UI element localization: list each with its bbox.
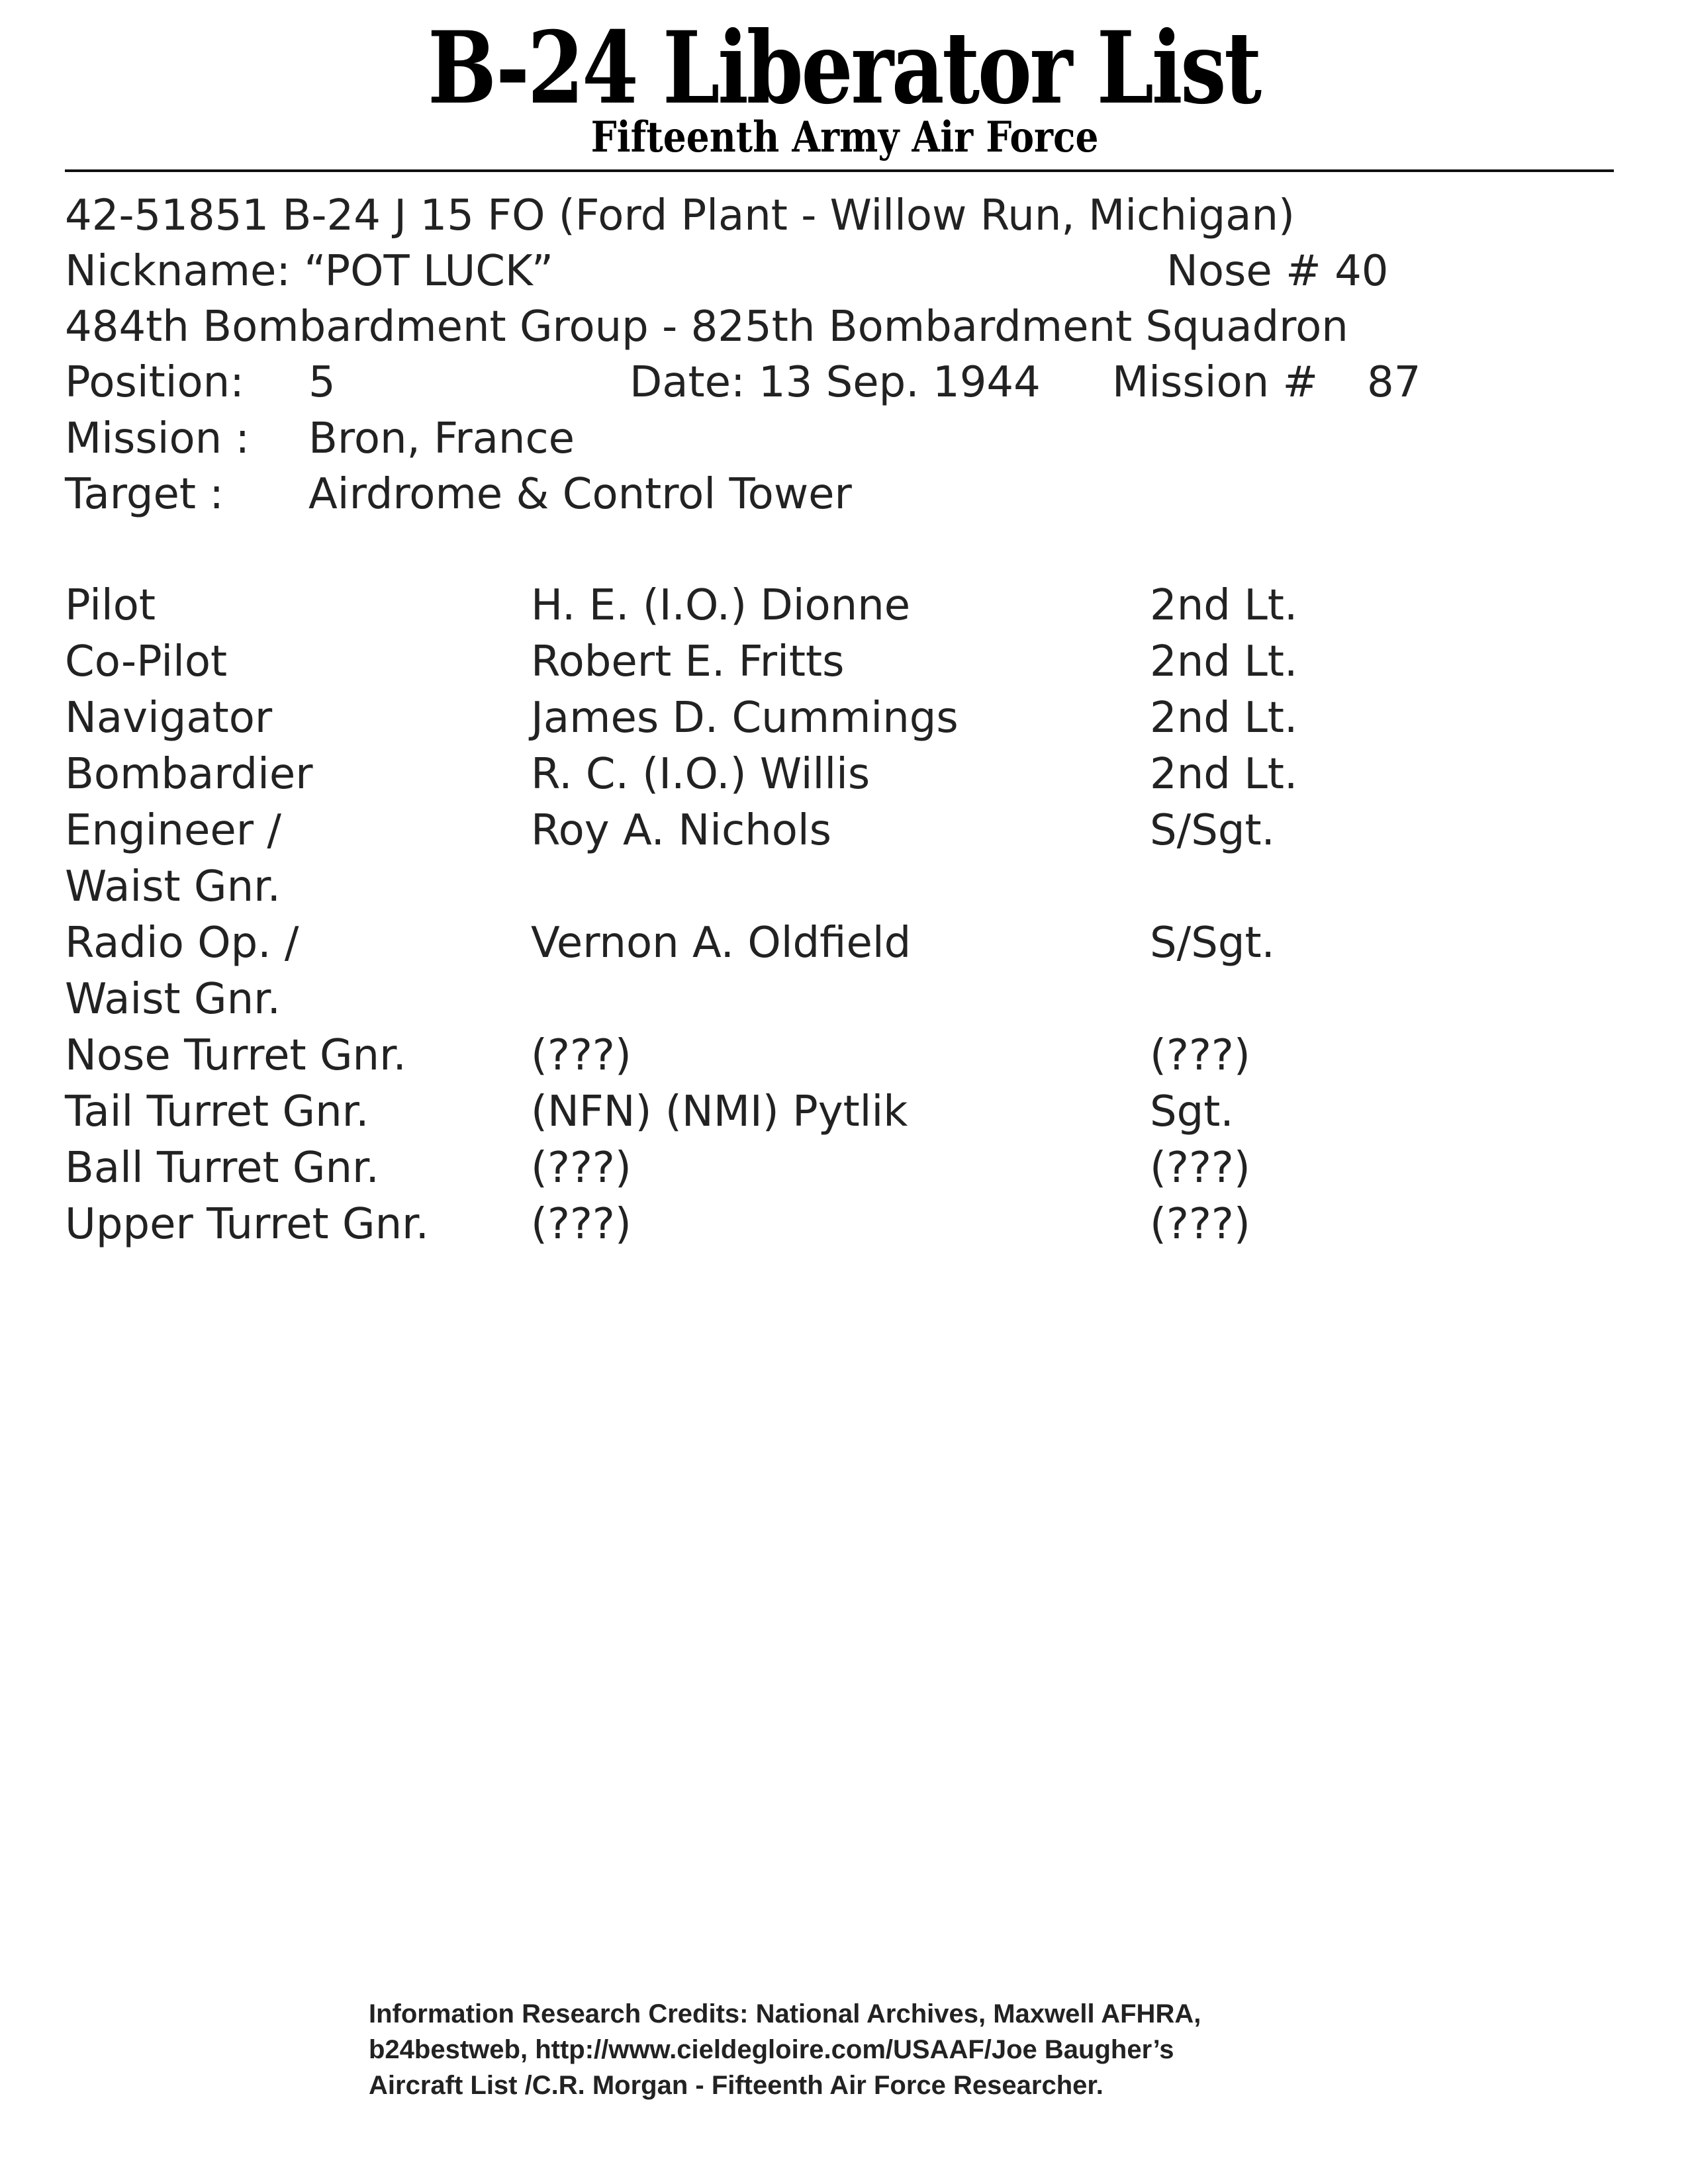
crew-name: R. C. (I.O.) Willis (531, 750, 870, 799)
crew-role: Ball Turret Gnr. (65, 1144, 379, 1193)
crew-role: Bombardier (65, 750, 313, 799)
mission-label: Mission : (65, 414, 250, 463)
header-divider (65, 169, 1614, 172)
aircraft-nose-number: Nose # 40 (1166, 247, 1389, 296)
crew-rank: 2nd Lt. (1150, 750, 1298, 799)
target-label: Target : (65, 470, 224, 519)
crew-role: Radio Op. / (65, 919, 299, 968)
crew-rank: 2nd Lt. (1150, 637, 1298, 686)
crew-rank: S/Sgt. (1150, 919, 1275, 968)
mission-date: Date: 13 Sep. 1944 (630, 358, 1041, 407)
credits-line: b24bestweb, http://www.cieldegloire.com/USAAF/Joe Baugher’s (369, 2035, 1174, 2064)
page-title: B-24 Liberator List (428, 10, 1260, 126)
aircraft-serial-line: 42-51851 B-24 J 15 FO (Ford Plant - Willow Run, Michigan) (65, 191, 1295, 240)
crew-name: James D. Cummings (531, 694, 959, 743)
position-value: 5 (308, 358, 336, 407)
target-value: Airdrome & Control Tower (308, 470, 852, 519)
mission-number-label: Mission # (1112, 358, 1319, 407)
crew-name: Vernon A. Oldfield (531, 919, 912, 968)
aircraft-group: 484th Bombardment Group - 825th Bombardment Squadron (65, 302, 1348, 351)
crew-name: (NFN) (NMI) Pytlik (531, 1087, 908, 1136)
mission-number-value: 87 (1367, 358, 1421, 407)
crew-rank: (???) (1150, 1144, 1250, 1193)
crew-role: Navigator (65, 694, 273, 743)
crew-name: (???) (531, 1200, 632, 1249)
position-label: Position: (65, 358, 244, 407)
aircraft-nickname: Nickname: “POT LUCK” (65, 247, 554, 296)
crew-name: Roy A. Nichols (531, 806, 831, 855)
credits-line: Aircraft List /C.R. Morgan - Fifteenth Air Force Researcher. (369, 2071, 1103, 2100)
crew-role: Pilot (65, 581, 156, 630)
crew-rank: Sgt. (1150, 1087, 1234, 1136)
crew-name: H. E. (I.O.) Dionne (531, 581, 911, 630)
crew-role: Waist Gnr. (65, 862, 281, 911)
crew-role: Co-Pilot (65, 637, 228, 686)
crew-role: Engineer / (65, 806, 281, 855)
crew-role: Upper Turret Gnr. (65, 1200, 429, 1249)
crew-role: Tail Turret Gnr. (65, 1087, 369, 1136)
crew-name: Robert E. Fritts (531, 637, 845, 686)
crew-rank: 2nd Lt. (1150, 581, 1298, 630)
crew-role: Nose Turret Gnr. (65, 1031, 406, 1080)
crew-rank: 2nd Lt. (1150, 694, 1298, 743)
crew-role: Waist Gnr. (65, 975, 281, 1024)
page-subtitle: Fifteenth Army Air Force (590, 113, 1099, 162)
crew-rank: S/Sgt. (1150, 806, 1275, 855)
crew-rank: (???) (1150, 1200, 1250, 1249)
mission-location: Bron, France (308, 414, 575, 463)
credits-line: Information Research Credits: National Archives, Maxwell AFHRA, (369, 1999, 1201, 2028)
crew-name: (???) (531, 1031, 632, 1080)
crew-name: (???) (531, 1144, 632, 1193)
crew-rank: (???) (1150, 1031, 1250, 1080)
research-credits (369, 1996, 1494, 2103)
